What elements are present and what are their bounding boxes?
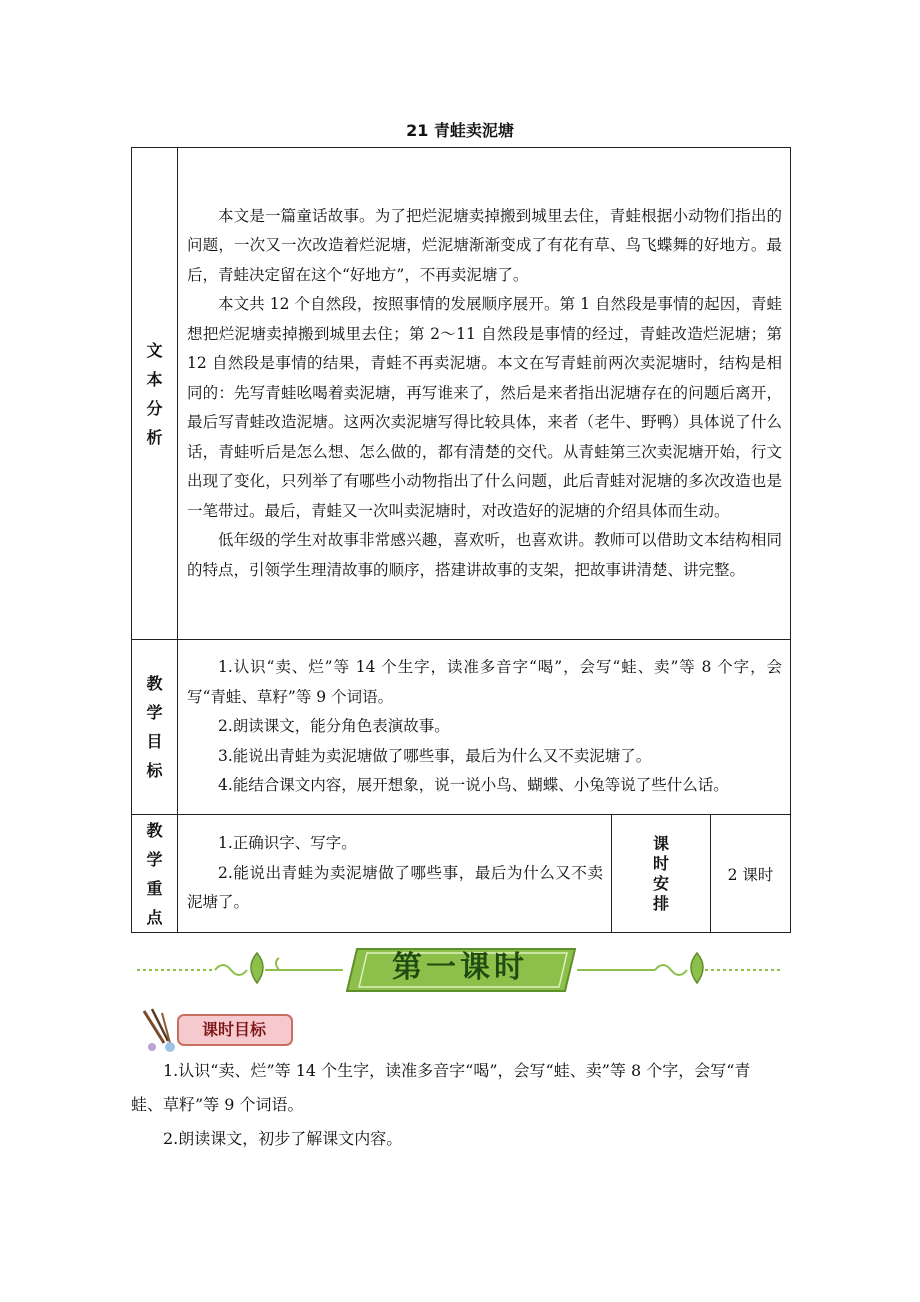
goals-content [178, 640, 791, 815]
key-point-item: 1.正确识字、写字。 [218, 834, 357, 853]
lesson-goals-list [131, 1054, 781, 1156]
leaf-icon [691, 953, 703, 983]
lesson-plan-table [131, 147, 791, 933]
analysis-label: 文 本 分 析 [132, 148, 178, 640]
goals-label: 教 学 目 标 [132, 640, 178, 815]
key-point-item: 2.能说出青蛙为卖泥塘做了哪些事，最后为什么又不卖泥塘了。 [187, 863, 603, 912]
goal-item: 3.能说出青蛙为卖泥塘做了哪些事，最后为什么又不卖泥塘了。 [218, 746, 652, 765]
key-points-content [178, 815, 612, 933]
analysis-row [132, 148, 791, 640]
schedule-value: 2 课时 [711, 815, 791, 933]
key-points-label: 教 学 重 点 [132, 815, 178, 933]
lesson-goal-item: 2.朗读课文，初步了解课文内容。 [163, 1129, 403, 1148]
analysis-paragraph: 低年级的学生对故事非常感兴趣，喜欢听，也喜欢讲。教师可以借助文本结构相同的特点，引领学生理清故事的顺序，搭建讲故事的支架，把故事讲清楚、讲完整。 [187, 531, 782, 579]
goals-row [132, 640, 791, 815]
lesson-goal-item: 1.认识“卖、烂”等 14 个生字，读准多音字“喝”，会写“蛙、卖”等 8 个字，会写“青蛙、草籽”等 9 个词语。 [131, 1061, 751, 1114]
leaf-icon [251, 953, 263, 983]
analysis-content [178, 148, 791, 640]
schedule-label: 课 时 安 排 [612, 815, 711, 933]
brush-icon [144, 1009, 175, 1052]
goal-item: 2.朗读课文，能分角色表演故事。 [218, 717, 450, 736]
section-title: 第一课时 [392, 950, 528, 985]
goal-item: 1.认识“卖、烂”等 14 个生字，读准多音字“喝”，会写“蛙、卖”等 8 个字，会写“青蛙、草籽”等 9 个词语。 [187, 658, 782, 706]
page-title: 21 青蛙卖泥塘 [406, 121, 514, 140]
key-points-row [132, 815, 791, 933]
analysis-paragraph: 本文共 12 个自然段，按照事情的发展顺序展开。第 1 自然段是事情的起因，青蛙想把烂泥塘卖掉搬到城里去住；第 2～11 自然段是事情的经过，青蛙改造烂泥塘；第 12 自然段是事情的结果，青蛙不再卖泥塘。本文在写青蛙前两次卖泥塘时，结构是相同的：先写青蛙吆喝着卖泥塘，再写谁来了，然后是来者指出泥塘存在的问题后离开，最后写青蛙改造泥塘。这两次卖泥塘写得比较具体，来者（老牛、野鸭）具体说了什么话，青蛙听后是怎么想、怎么做的，都有清楚的交代。从青蛙第三次卖泥塘开始，行文出现了变化，只列举了有哪些小动物指出了什么问题，此后青蛙对泥塘的多次改造也是一笔带过。最后，青蛙又一次叫卖泥塘时，对改造好的泥塘的介绍具体而生动。 [187, 295, 782, 520]
goal-item: 4.能结合课文内容，展开想象，说一说小鸟、蝴蝶、小兔等说了些什么话。 [218, 776, 729, 795]
lesson-goals-badge-label: 课时目标 [201, 1020, 266, 1039]
analysis-paragraph: 本文是一篇童话故事。为了把烂泥塘卖掉搬到城里去住，青蛙根据小动物们指出的问题，一次又一次改造着烂泥塘，烂泥塘渐渐变成了有花有草、鸟飞蝶舞的好地方。最后，青蛙决定留在这个“好地方”，不再卖泥塘了。 [187, 206, 782, 284]
